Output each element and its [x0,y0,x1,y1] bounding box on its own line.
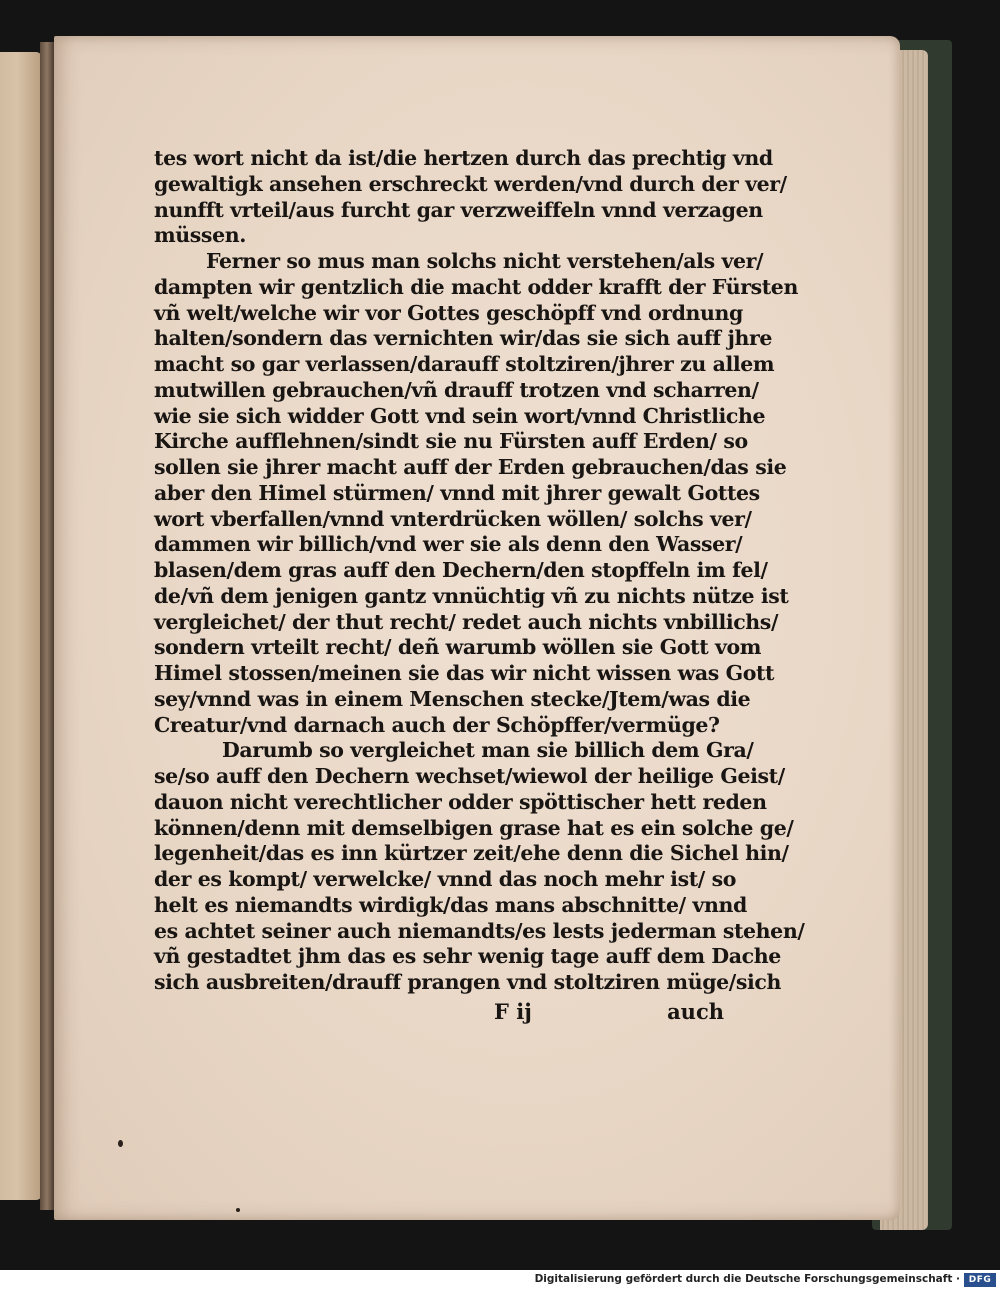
text-line: sollen sie jhrer macht auff der Erden gebrauchen/das sie [154,455,787,479]
ink-speck [118,1140,123,1147]
text-line: Ferner so mus man solchs nicht verstehen/als ver/ [206,249,764,273]
text-line: halten/sondern das vernichten wir/das sie sich auff jhre [154,326,773,351]
text-line: vergleichet/ der thut recht/ redet auch nichts vnbillichs/ [154,609,779,634]
text-line: gewaltigk ansehen erschreckt werden/vnd durch der ver/ [154,171,787,196]
text-line: müssen. [154,223,246,248]
text-line: vñ gestadtet jhm das es sehr wenig tage auff dem Dache [154,944,781,969]
text-line: sondern vrteilt recht/ deñ warumb wöllen sie Gott vom [154,635,762,660]
text-line: wie sie sich widder Gott vnd sein wort/vnnd Christliche [154,403,766,428]
page-text [154,146,805,996]
page-signature-row [494,999,724,1029]
facing-page-edge [0,52,42,1200]
text-line: nunfft vrteil/aus furcht gar verzweiffeln vnnd verzagen [154,197,763,222]
text-line: mutwillen gebrauchen/vñ drauff trotzen vnd scharren/ [154,377,759,402]
dfg-logo: DFG [964,1273,996,1287]
text-line: legenheit/das es inn kürtzer zeit/ehe denn die Sichel hin/ [154,841,789,866]
text-line: können/denn mit demselbigen grase hat es ein solche ge/ [154,815,794,840]
text-line: helt es niemandts wirdigk/das mans abschnitte/ vnnd [154,892,747,917]
text-line: Creatur/vnd darnach auch der Schöpffer/vermüge? [154,712,720,737]
text-line: Himel stossen/meinen sie das wir nicht wissen was Gott [154,661,775,685]
ink-speck [236,1208,240,1212]
text-line: Kirche aufflehnen/sindt sie nu Fürsten auff Erden/ so [154,429,748,454]
catchword: auch [667,999,724,1024]
text-line: vñ welt/welche wir vor Gottes geschöpff vnd ordnung [154,300,743,325]
book-page [54,36,900,1220]
text-line: dauon nicht verechtlicher odder spöttischer hett reden [154,789,767,814]
text-line: de/vñ dem jenigen gantz vnnüchtig vñ zu nichts nütze ist [154,583,789,608]
digitization-footer [0,1270,1000,1290]
funding-credit: Digitalisierung gefördert durch die Deutsche Forschungsgemeinschaft · [534,1273,960,1285]
text-line: se/so auff den Dechern wechset/wiewol der heilige Geist/ [154,764,785,788]
text-line: es achtet seiner auch niemandts/es lests jederman stehen/ [154,918,805,943]
text-line: der es kompt/ verwelcke/ vnnd das noch mehr ist/ so [154,867,737,891]
text-line: macht so gar verlassen/darauff stoltziren/jhrer zu allem [154,352,775,376]
text-line: tes wort nicht da ist/die hertzen durch das prechtig vnd [154,146,773,170]
signature-mark: F ij [494,999,532,1024]
text-line: sey/vnnd was in einem Menschen stecke/Jtem/was die [154,686,751,711]
text-line: aber den Himel stürmen/ vnnd mit jhrer gewalt Gottes [154,480,760,505]
text-line: wort vberfallen/vnnd vnterdrücken wöllen/ solchs ver/ [154,506,752,531]
text-line: dampten wir gentzlich die macht odder krafft der Fürsten [154,274,798,299]
text-line: Darumb so vergleichet man sie billich dem Gra/ [222,738,754,763]
text-line: sich ausbreiten/drauff prangen vnd stoltziren müge/sich [154,970,782,994]
text-line: blasen/dem gras auff den Dechern/den stopffeln im fel/ [154,558,768,582]
book-gutter [40,42,54,1210]
text-line: dammen wir billich/vnd wer sie als denn den Wasser/ [154,532,743,557]
